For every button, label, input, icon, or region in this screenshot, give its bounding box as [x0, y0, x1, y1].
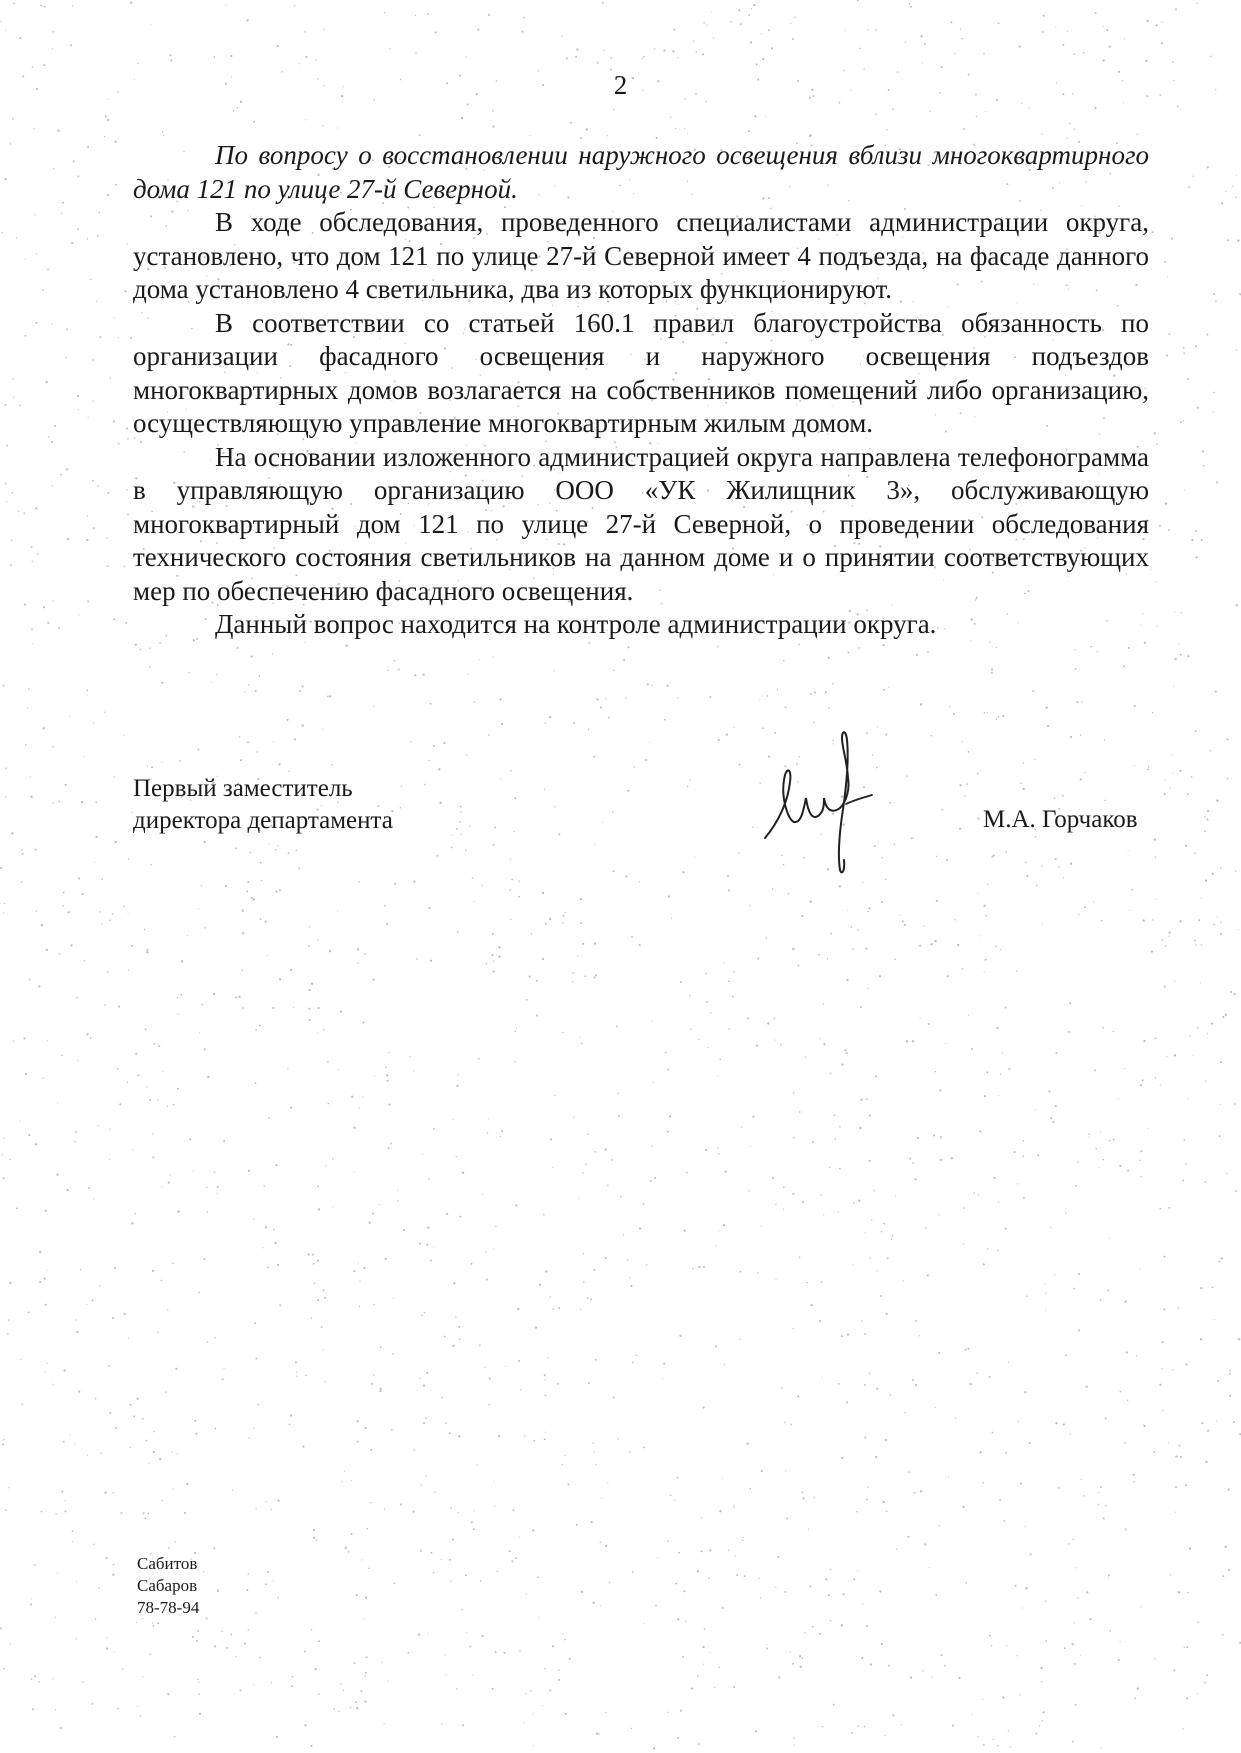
letter-body [133, 139, 1149, 642]
topic-heading: По вопросу о восстановлении наружного освещения вблизи многоквартирного дома 121 по улице 27-й Северной. [133, 140, 1149, 204]
paragraph-rules: В соответствии со статьей 160.1 правил благоустройства обязанность по организации фасадного освещения и наружного освещения подъездов многоквартирных домов возлагается на собственников помещений либо организацию, осуществляющую управление многоквартирным жилым домом. [133, 307, 1149, 438]
signer-title-line2: директора департамента [133, 807, 393, 834]
executor-phone: 78-78-94 [137, 1598, 200, 1617]
paragraph-inspection: В ходе обследования, проведенного специалистами администрации округа, установлено, что дом 121 по улице 27-й Северной имеет 4 подъезда, на фасаде данного дома установлено 4 светильника, два из которых функционируют. [133, 207, 1149, 304]
executor-line2: Сабаров [137, 1576, 198, 1595]
page-number: 2 [613, 70, 628, 100]
handwritten-signature [750, 720, 880, 880]
executor-block [137, 1553, 199, 1619]
paragraph-control: Данный вопрос находится на контроле администрации округа. [215, 609, 937, 639]
signer-title [133, 773, 393, 837]
signer-title-line1: Первый заместитель [133, 775, 353, 802]
executor-line1: Сабитов [137, 1554, 198, 1573]
signer-name: М.А. Горчаков [983, 806, 1138, 833]
paragraph-actions: На основании изложенного администрацией округа направлена телефонограмма в управляющую организацию ООО «УК Жилищник 3», обслуживающую многоквартирный дом 121 по улице 27-й Северной, о проведении обследования технического состояния светильников на данном доме и о принятии соответствующих мер по обеспечению фасадного освещения. [133, 441, 1149, 606]
